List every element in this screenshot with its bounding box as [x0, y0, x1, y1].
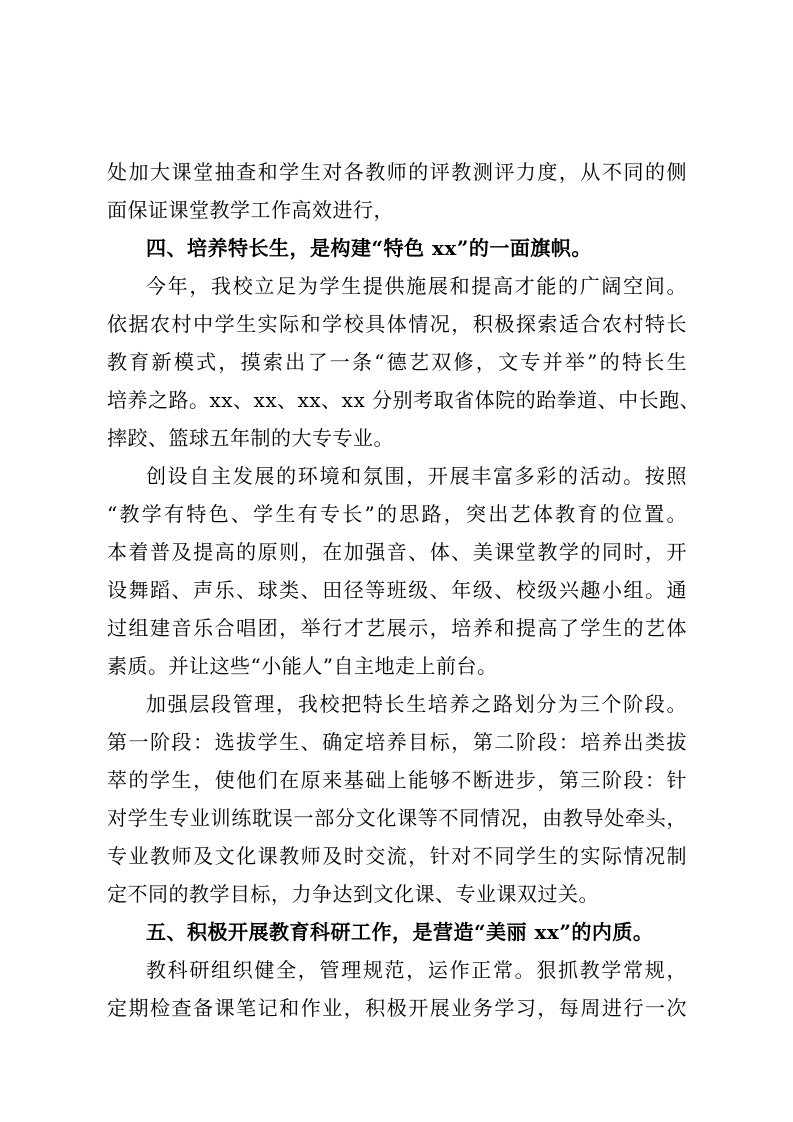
text-line: 本着普及提高的原则，在加强音、体、美课堂教学的同时，开 [107, 540, 687, 564]
text-line: 定期检查备课笔记和作业，积极开展业务学习，每周进行一次 [107, 996, 687, 1020]
text-line: 面保证课堂教学工作高效进行， [107, 198, 394, 222]
text-line: 处加大课堂抽查和学生对各教师的评教测评力度，从不同的侧 [107, 160, 687, 184]
text-line: 定不同的教学目标，力争达到文化课、专业课双过关。 [107, 882, 599, 906]
text-line: 教科研组织健全，管理规范，运作正常。狠抓教学常规， [146, 958, 687, 982]
text-line: 加强层段管理，我校把特长生培养之路划分为三个阶段。 [146, 692, 687, 716]
text-line: 专业教师及文化课教师及时交流，针对不同学生的实际情况制 [107, 844, 687, 868]
text-line: 摔跤、篮球五年制的大专专业。 [107, 426, 394, 450]
text-line: 萃的学生，使他们在原来基础上能够不断进步，第三阶段：针 [107, 768, 687, 792]
text-line: 培养之路。xx、xx、xx、xx 分别考取省体院的跆拳道、中长跑、 [107, 388, 701, 412]
text-line: “教学有特色、学生有专长”的思路，突出艺体教育的位置。 [107, 502, 687, 526]
text-line: 对学生专业训练耽误一部分文化课等不同情况，由教导处牵头， [107, 806, 687, 830]
text-line: 教育新模式，摸索出了一条“德艺双修，文专并举”的特长生 [107, 350, 687, 374]
text-line: 第一阶段：选拔学生、确定培养目标，第二阶段：培养出类拔 [107, 730, 687, 754]
text-line: 过组建音乐合唱团，举行才艺展示，培养和提高了学生的艺体 [107, 616, 687, 640]
text-line: 依据农村中学生实际和学校具体情况，积极探索适合农村特长 [107, 312, 687, 336]
text-line: 今年，我校立足为学生提供施展和提高才能的广阔空间。 [146, 274, 687, 298]
section-heading: 五、积极开展教育科研工作，是营造“美丽 xx”的内质。 [146, 920, 654, 944]
text-line: 素质。并让这些“小能人”自主地走上前台。 [107, 654, 498, 678]
section-heading: 四、培养特长生，是构建“特色 xx”的一面旗帜。 [146, 236, 592, 260]
text-line: 创设自主发展的环境和氛围，开展丰富多彩的活动。按照 [146, 464, 687, 488]
text-line: 设舞蹈、声乐、球类、田径等班级、年级、校级兴趣小组。通 [107, 578, 687, 602]
